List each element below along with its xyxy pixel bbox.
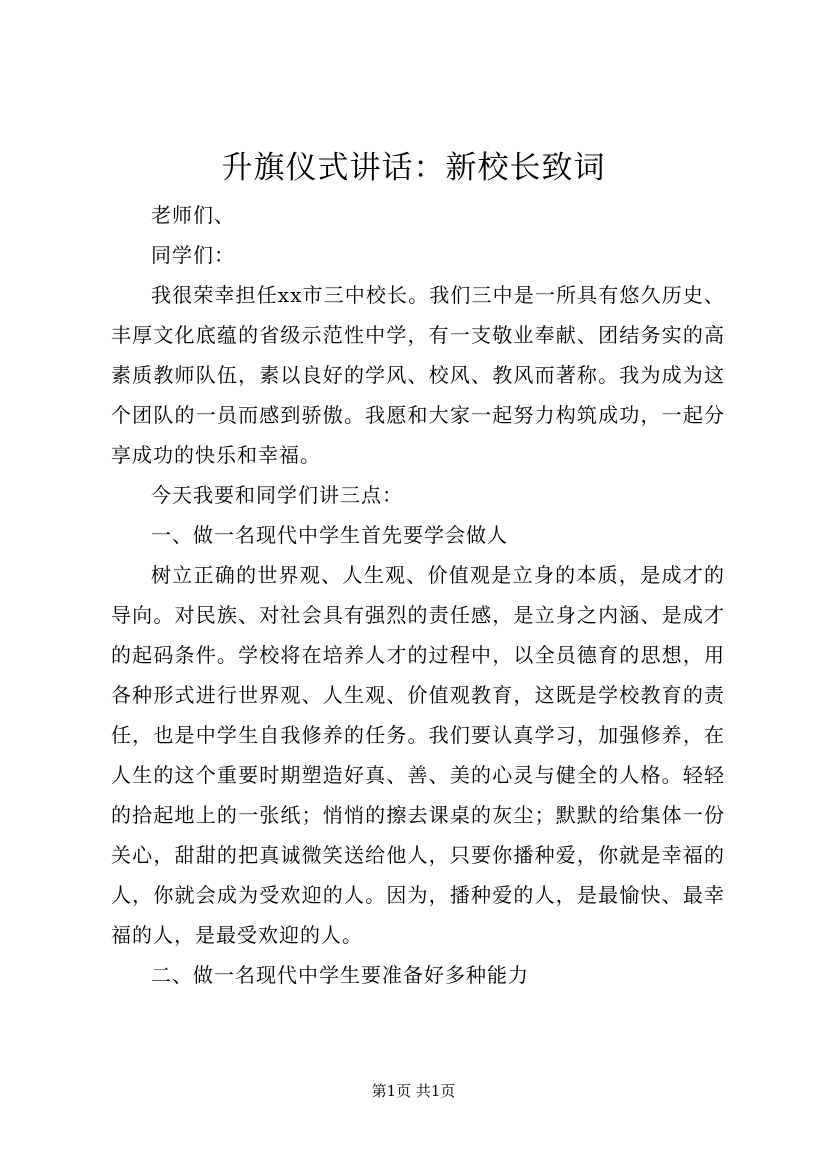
section-1-paragraph: 树立正确的世界观、人生观、价值观是立身的本质，是成才的导向。对民族、对社会具有强烈的责任感，是立身之内涵、是成才的起码条件。学校将在培养人才的过程中，以全员德育的思想，用各种形式进行世界观、人生观、价值观教育，这既是学校教育的责任，也是中学生自我修养的任务。我们要认真学习，加强修养，在人生的这个重要时期塑造好真、善、美的心灵与健全的人格。轻轻的拾起地上的一张纸；悄悄的擦去课桌的灰尘；默默的给集体一份关心，甜甜的把真诚微笑送给他人，只要你播种爱，你就是幸福的人，你就会成为受欢迎的人。因为，播种爱的人，是最愉快、最幸福的人，是最受欢迎的人。 xyxy=(111,563,725,947)
greeting-students: 同学们： xyxy=(151,243,235,267)
three-points-intro: 今天我要和同学们讲三点： xyxy=(151,483,403,507)
document-title: 升旗仪式讲话：新校长致词 xyxy=(221,150,606,186)
intro-paragraph: 我很荣幸担任xx市三中校长。我们三中是一所具有悠久历史、丰厚文化底蕴的省级示范性中学，有一支敬业奉献、团结务实的高素质教师队伍，素以良好的学风、校风、教风而著称。我为成为这个团队的一员而感到骄傲。我愿和大家一起努力构筑成功，一起分享成功的快乐和幸福。 xyxy=(111,283,725,467)
greeting-teachers: 老师们、 xyxy=(151,203,235,227)
page-footer: 第1页 共1页 xyxy=(371,1082,456,1100)
section-heading-1: 一、做一名现代中学生首先要学会做人 xyxy=(151,523,508,547)
section-heading-2: 二、做一名现代中学生要准备好多种能力 xyxy=(151,963,529,987)
document-body xyxy=(111,195,725,995)
